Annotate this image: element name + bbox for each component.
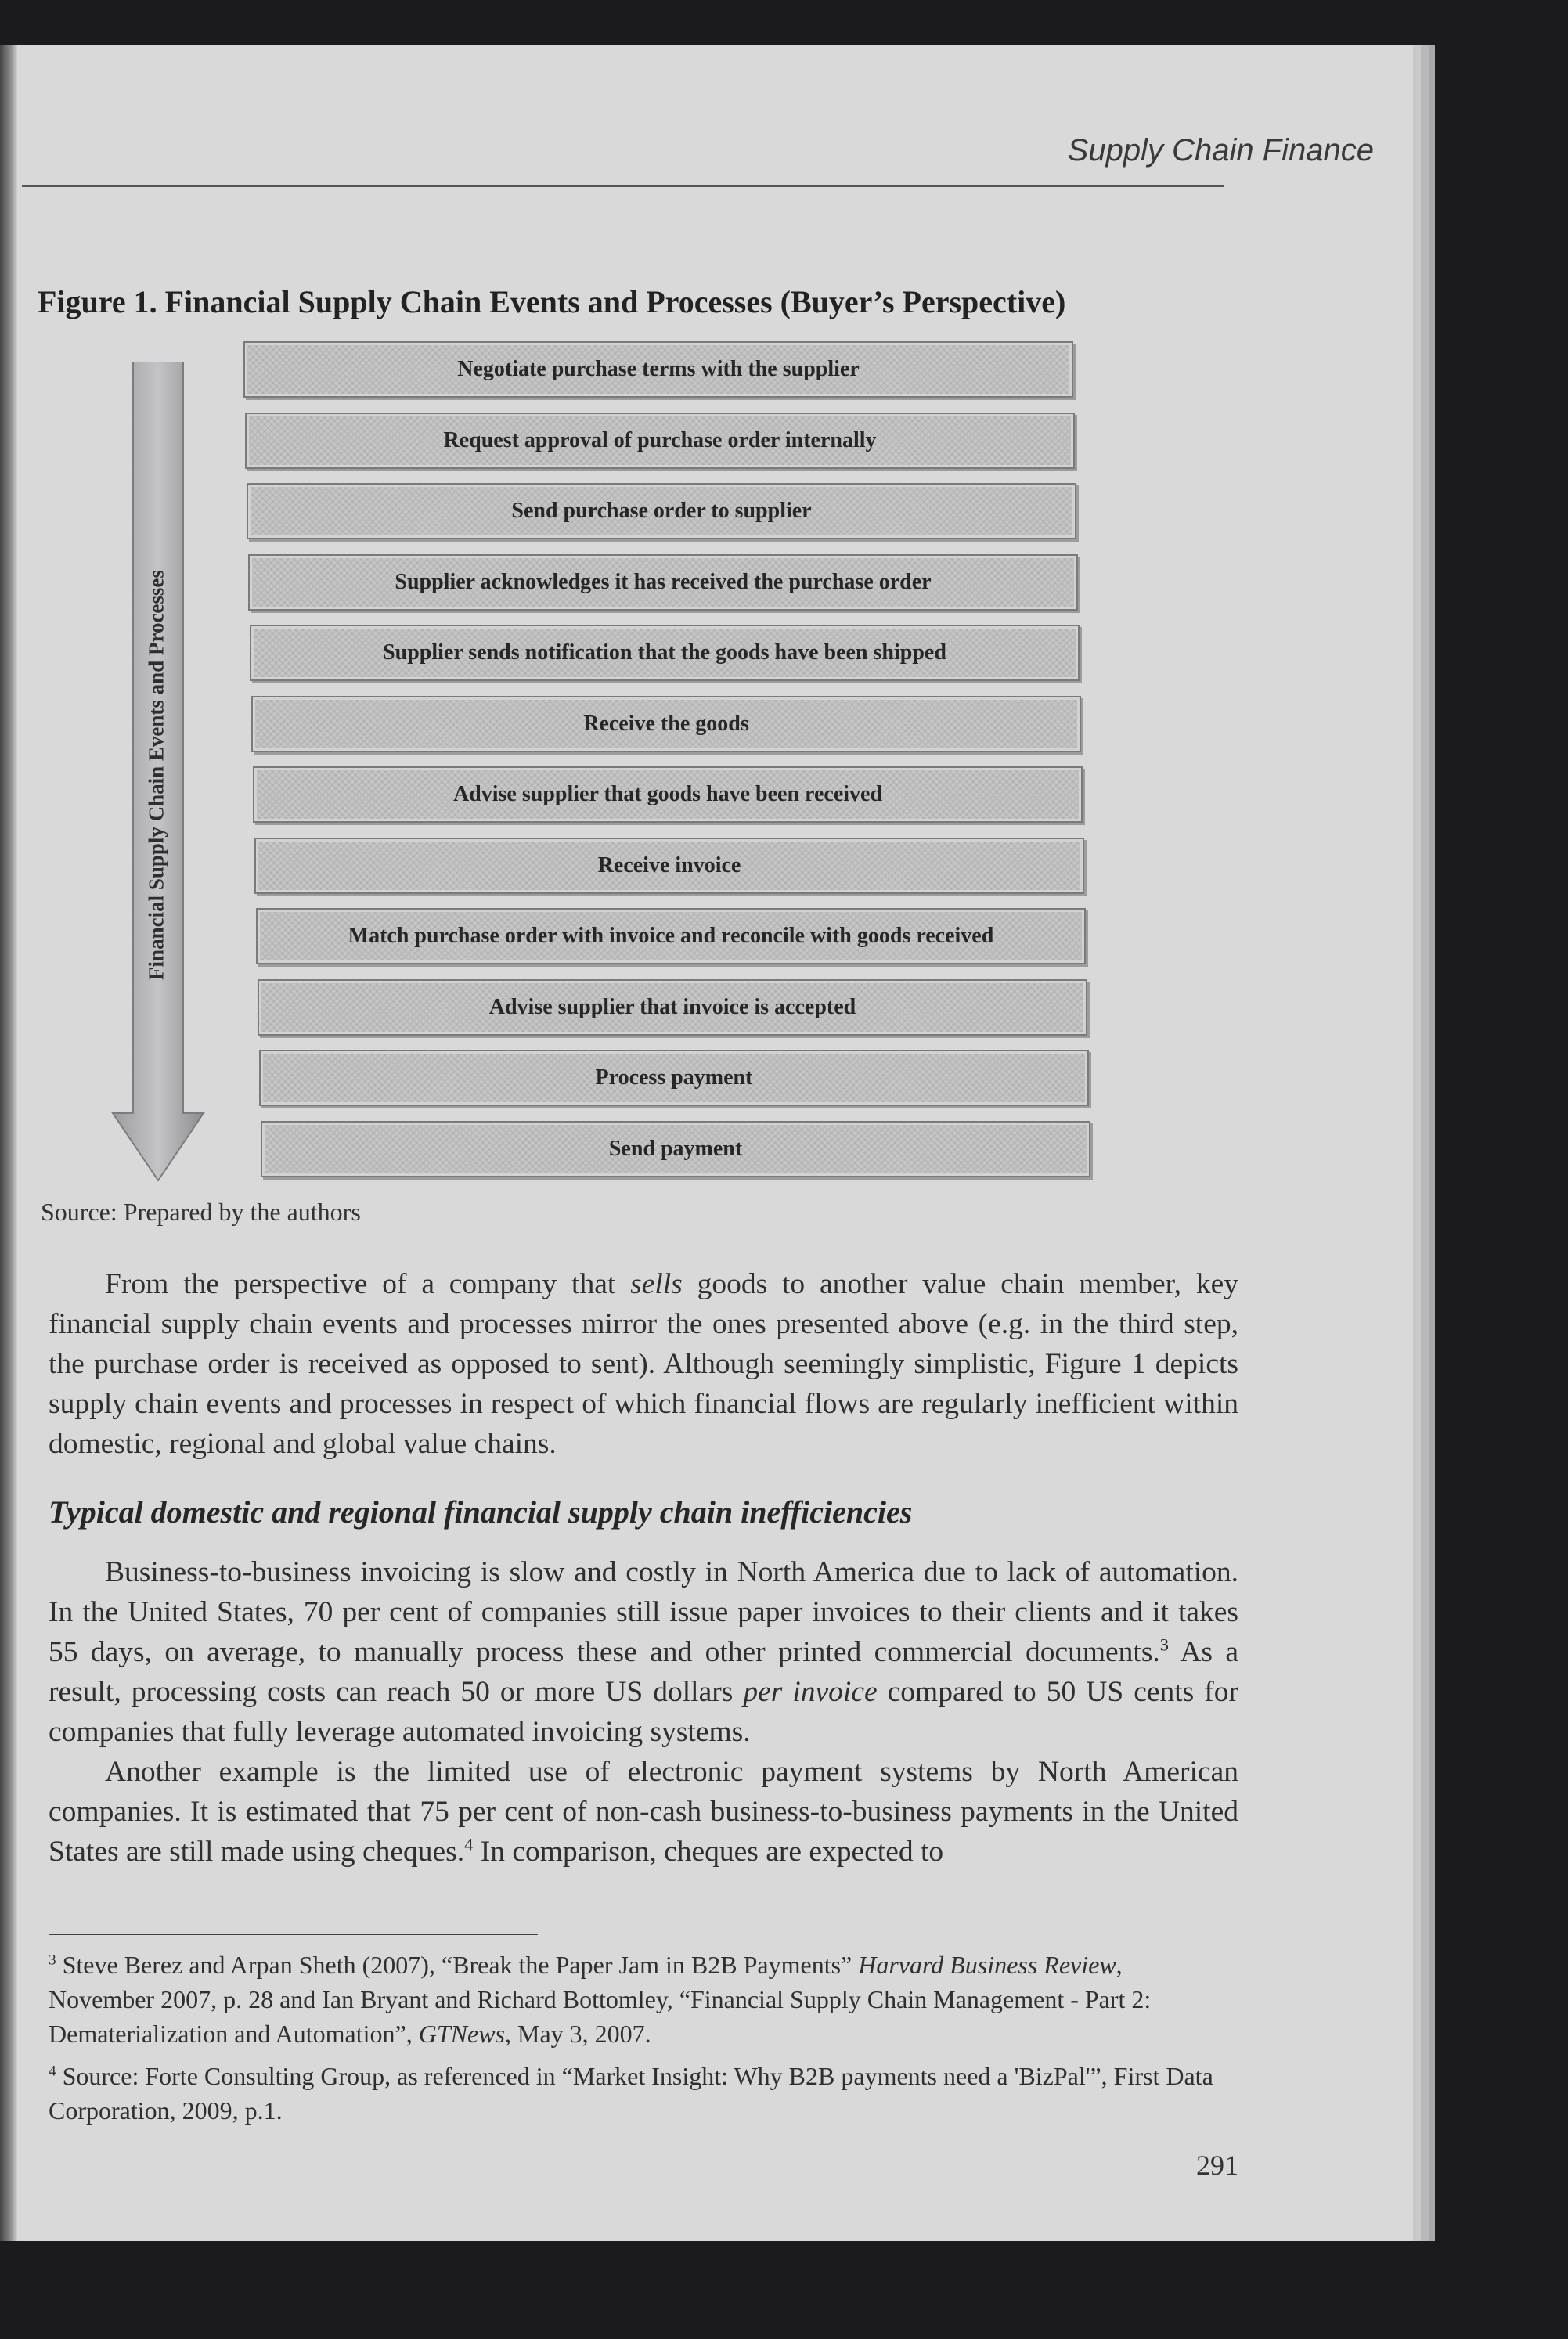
- footnote-rule: [49, 1934, 538, 1935]
- fn3-text-b: , November 2007, p. 28 and Ian Bryant and Richard Bottomley, “Financial Supply Chain Management - Part 2: Dematerialization and Automation”,: [49, 1951, 1152, 2048]
- process-step: Match purchase order with invoice and reconcile with goods received: [256, 908, 1086, 964]
- p1-emphasis: sells: [630, 1268, 683, 1300]
- process-step: Supplier sends notification that the goods have been shipped: [250, 625, 1080, 681]
- p2-text-b: As a result, processing costs can reach 50 or more US dollars: [49, 1636, 1239, 1708]
- arrow-label: Financial Supply Chain Events and Processes: [144, 570, 168, 980]
- footnote-3: [49, 1948, 1223, 2051]
- header-rule: [22, 185, 1224, 187]
- p2-emphasis: per invoice: [743, 1676, 878, 1708]
- figure-title: Figure 1. Financial Supply Chain Events and Processes (Buyer’s Perspective): [38, 284, 1066, 319]
- section-heading: Typical domestic and regional financial supply chain inefficiencies: [49, 1494, 913, 1530]
- process-step: Request approval of purchase order internally: [245, 413, 1075, 469]
- process-step: Receive the goods: [251, 696, 1081, 752]
- process-step: Send payment: [261, 1121, 1090, 1177]
- footnote-4-number: 4: [49, 2063, 56, 2080]
- process-step: Supplier acknowledges it has received the purchase order: [248, 554, 1078, 611]
- paragraph-2-3: [49, 1552, 1238, 1872]
- process-step: Process payment: [259, 1050, 1089, 1106]
- p3-text-b: In comparison, cheques are expected to: [473, 1836, 944, 1868]
- running-head: Supply Chain Finance: [1067, 133, 1374, 168]
- book-spine: [0, 45, 17, 2241]
- figure-source: Source: Prepared by the authors: [41, 1198, 361, 1226]
- footnote-ref-4: 4: [464, 1834, 474, 1854]
- p1-text-a: From the perspective of a company that: [105, 1268, 631, 1300]
- footnote-ref-3: 3: [1159, 1634, 1170, 1655]
- p1-text-b: goods to another value chain member, key financial supply chain events and processes mirror the ones presented above (e.g. in the third step, the purchase order is received as opposed to sent). Although seemingly simplistic, Figure 1 depicts supply chain events and processes in respect of which financial flows are regularly inefficient within domestic, regional and global value chains.: [49, 1268, 1238, 1460]
- process-step: Advise supplier that goods have been received: [253, 766, 1083, 823]
- p3-text-a: Another example is the limited use of electronic payment systems by North American companies. It is estimated that 75 per cent of non-cash business-to-business payments in the United States are still made using cheques.: [49, 1756, 1238, 1868]
- fn3-text-a: Steve Berez and Arpan Sheth (2007), “Break the Paper Jam in B2B Payments”: [56, 1951, 859, 1979]
- paragraph-1: [49, 1264, 1238, 1464]
- page-number: 291: [1196, 2150, 1238, 2181]
- process-step: Advise supplier that invoice is accepted: [258, 979, 1087, 1036]
- process-step: Negotiate purchase terms with the supplier: [243, 341, 1073, 398]
- fn4-text: Source: Forte Consulting Group, as referenced in “Market Insight: Why B2B payments need a 'BizPal'”, First Data Corporation, 2009, p.1.: [49, 2062, 1213, 2125]
- fn3-journal: Harvard Business Review: [858, 1951, 1116, 1979]
- footnote-3-number: 3: [49, 1952, 56, 1969]
- footnote-4: [49, 2059, 1223, 2128]
- process-step: Receive invoice: [254, 838, 1084, 894]
- p2-text-c: compared to 50 US cents for companies that fully leverage automated invoicing systems.: [49, 1676, 1238, 1748]
- p2-text-a: Business-to-business invoicing is slow and costly in North America due to lack of automation. In the United States, 70 per cent of companies still issue paper invoices to their clients and it takes 55 days, on average, to manually process these and other printed commercial documents.: [49, 1556, 1238, 1668]
- fn3-source: GTNews: [418, 2020, 505, 2048]
- fn3-text-c: , May 3, 2007.: [504, 2020, 651, 2048]
- process-step: Send purchase order to supplier: [247, 483, 1076, 539]
